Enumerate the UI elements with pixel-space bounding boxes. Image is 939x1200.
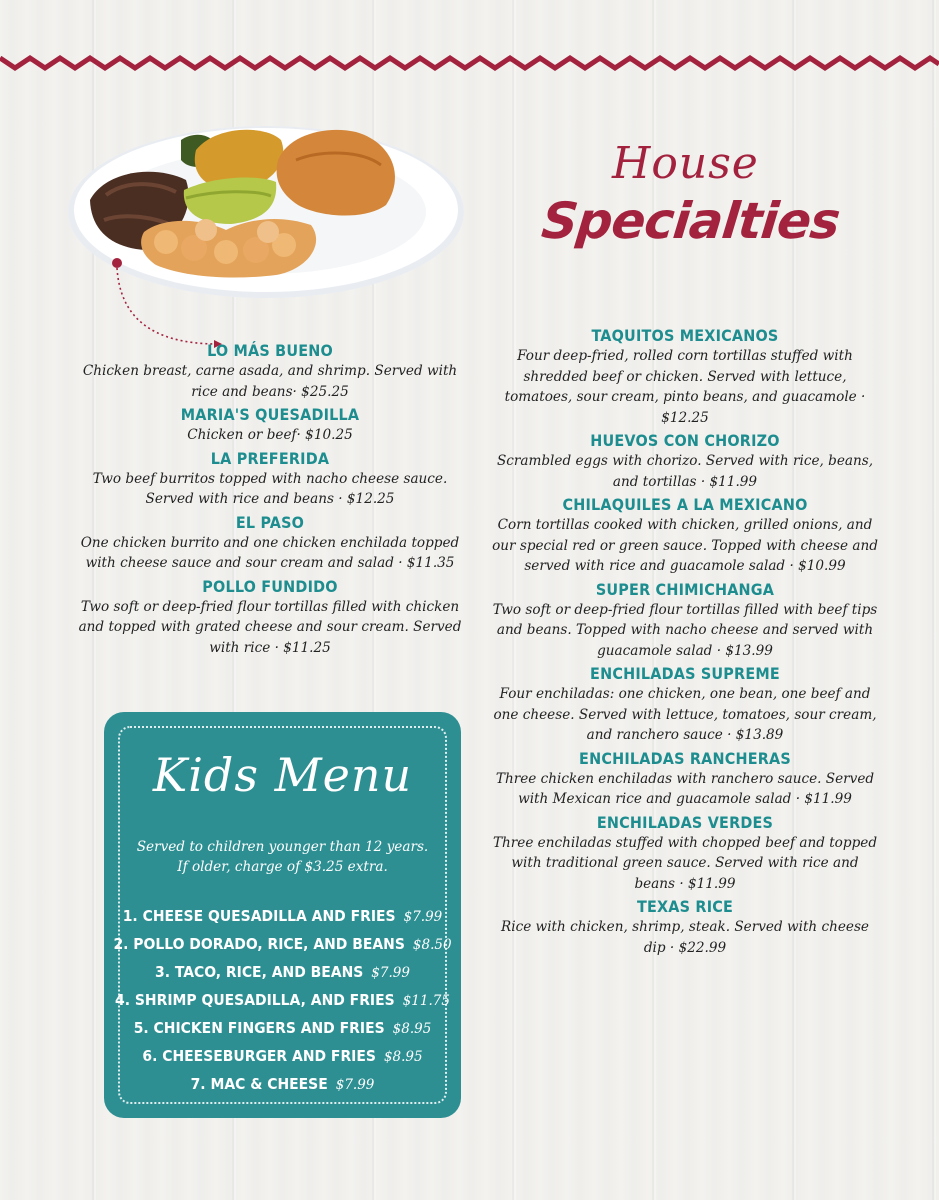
kids-item-price: $8.95	[383, 1049, 423, 1065]
item-name: TEXAS RICE	[636, 897, 734, 916]
kids-menu-item	[104, 1042, 461, 1070]
kids-item-name: 4. SHRIMP QUESADILLA, AND FRIES	[115, 991, 395, 1009]
item-description: Rice with chicken, shrimp, steak. Served with cheese dip · $22.99	[501, 919, 869, 956]
kids-menu-item	[104, 986, 461, 1014]
kids-menu-item	[104, 902, 461, 930]
left-menu-column	[70, 340, 470, 660]
kids-item-name: 3. TACO, RICE, AND BEANS	[155, 963, 364, 981]
item-name: EL PASO	[235, 512, 305, 532]
menu-item	[490, 494, 880, 577]
item-description: Four enchiladas: one chicken, one bean, one beef and one cheese. Served with lettuce, tomatoes, sour cream, and ranchero sauce · $13.89	[493, 686, 877, 743]
item-name: ENCHILADAS SUPREME	[590, 664, 780, 683]
kids-menu-list	[104, 902, 461, 1098]
kids-item-price: $7.99	[371, 965, 410, 981]
menu-item	[490, 748, 880, 810]
menu-item	[70, 448, 470, 510]
kids-menu-title: Kids Menu	[152, 748, 413, 802]
item-name: TAQUITOS MEXICANOS	[591, 326, 779, 345]
menu-item	[70, 512, 470, 574]
item-description: Corn tortillas cooked with chicken, grilled onions, and our special red or green sauce. Topped with cheese and served with rice and guacamole salad · $10.99	[492, 517, 878, 574]
item-name: CHILAQUILES A LA MEXICANO	[562, 495, 808, 514]
item-description: Chicken or beef· $10.25	[187, 427, 353, 443]
item-name: ENCHILADAS RANCHERAS	[579, 748, 791, 768]
kids-menu-note	[104, 837, 461, 877]
title-specialties: Specialties	[538, 192, 843, 250]
item-description: Two beef burritos topped with nacho cheese sauce. Served with rice and beans · $12.25	[92, 470, 448, 507]
item-description: Two soft or deep-fried flour tortillas filled with chicken and topped with grated cheese and sour cream. Served with rice · $11.25	[78, 598, 462, 656]
kids-menu-item	[104, 930, 461, 958]
item-name: HUEVOS CON CHORIZO	[590, 431, 780, 450]
item-description: Scrambled eggs with chorizo. Served with rice, beans, and tortillas · $11.99	[496, 453, 874, 490]
menu-item	[490, 325, 880, 428]
item-name: ENCHILADAS VERDES	[596, 812, 774, 832]
item-description: Four deep-fried, rolled corn tortillas stuffed with shredded beef or chicken. Served with lettuce, tomatoes, sour cream, pinto beans, and guacamole · $12.25	[504, 348, 866, 426]
kids-item-price: $7.99	[403, 909, 443, 925]
item-name: MARIA'S QUESADILLA	[180, 405, 360, 424]
title-house: House	[612, 138, 759, 189]
kids-item-price: $8.95	[392, 1021, 432, 1037]
menu-item	[490, 812, 880, 895]
item-description: Three enchiladas stuffed with chopped beef and topped with traditional green sauce. Served with rice and beans · $11.99	[492, 834, 878, 892]
kids-item-name: 6. CHEESEBURGER AND FRIES	[142, 1047, 376, 1065]
kids-item-name: 2. POLLO DORADO, RICE, AND BEANS	[113, 935, 405, 953]
kids-menu-item	[104, 958, 461, 986]
item-description: Two soft or deep-fried flour tortillas filled with beef tips and beans. Topped with nacho cheese and served with guacamole salad · $13.99	[492, 601, 878, 659]
menu-item	[70, 404, 470, 446]
kids-note-line-2: If older, charge of $3.25 extra.	[177, 859, 388, 875]
zigzag-border	[0, 40, 939, 80]
kids-item-price: $7.99	[335, 1077, 375, 1093]
kids-item-price: $8.50	[412, 937, 452, 953]
item-name: LA PREFERIDA	[210, 448, 330, 468]
menu-item	[490, 896, 880, 958]
kids-item-name: 5. CHICKEN FINGERS AND FRIES	[133, 1019, 385, 1037]
kids-item-name: 7. MAC & CHEESE	[190, 1075, 328, 1093]
kids-note-line-1: Served to children younger than 12 years.	[136, 839, 429, 855]
item-name: LO MÁS BUENO	[207, 341, 333, 360]
menu-item	[70, 340, 470, 402]
kids-menu-item	[104, 1014, 461, 1042]
kids-menu-box	[104, 712, 461, 1118]
item-name: SUPER CHIMICHANGA	[595, 579, 775, 599]
item-description: One chicken burrito and one chicken enchilada topped with cheese sauce and sour cream and salad · $11.35	[80, 534, 460, 571]
menu-item	[490, 430, 880, 492]
kids-item-price: $11.75	[402, 993, 450, 1009]
menu-item	[490, 663, 880, 746]
menu-item	[70, 576, 470, 659]
item-description: Chicken breast, carne asada, and shrimp. Served with rice and beans· $25.25	[82, 363, 458, 400]
kids-menu-item	[104, 1070, 461, 1098]
kids-item-name: 1. CHEESE QUESADILLA AND FRIES	[122, 907, 396, 925]
item-name: POLLO FUNDIDO	[202, 576, 338, 596]
menu-item	[490, 579, 880, 662]
right-menu-column	[490, 325, 880, 960]
item-description: Three chicken enchiladas with ranchero sauce. Served with Mexican rice and guacamole salad · $11.99	[495, 770, 875, 807]
